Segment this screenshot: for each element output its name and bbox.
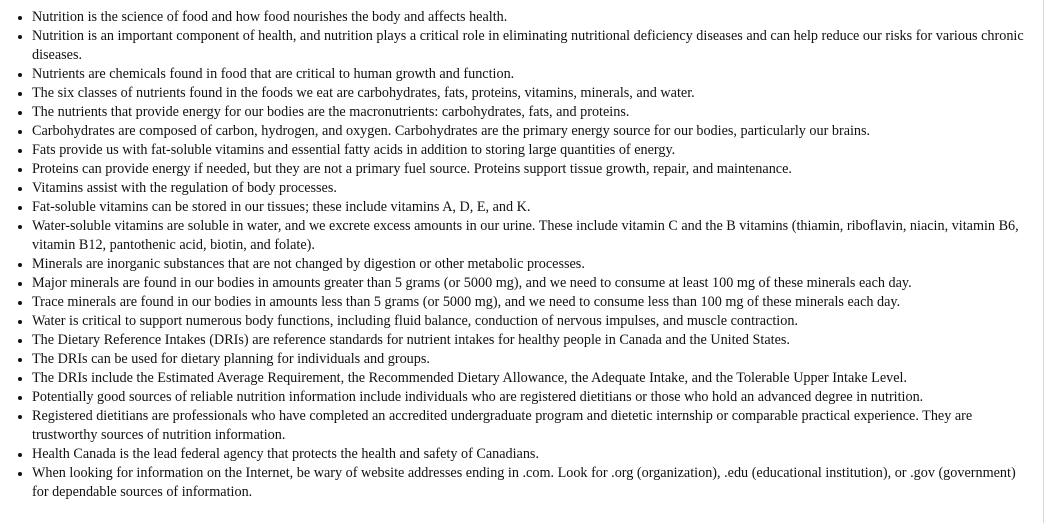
list-item: • Registered dietitians are professionals who have completed an accredited undergraduate program and dietetic internship or comparable practical experience. They are trustworthy sources of nutrition information.: [32, 407, 1031, 445]
list-item: • Nutrition is the science of food and how food nourishes the body and affects health.: [32, 8, 1031, 27]
list-item: • Health Canada is the lead federal agency that protects the health and safety of Canadians.: [32, 445, 1031, 464]
list-item: • Fat-soluble vitamins can be stored in our tissues; these include vitamins A, D, E, and K.: [32, 198, 1031, 217]
list-item: • The Dietary Reference Intakes (DRIs) are reference standards for nutrient intakes for healthy people in Canada and the United States.: [32, 331, 1031, 350]
list-item: • Water is critical to support numerous body functions, including fluid balance, conduction of nervous impulses, and muscle contraction.: [32, 312, 1031, 331]
list-item: • Nutrition is an important component of health, and nutrition plays a critical role in eliminating nutritional deficiency diseases and can help reduce our risks for various chronic diseases.: [32, 27, 1031, 65]
list-item: • Trace minerals are found in our bodies in amounts less than 5 grams (or 5000 mg), and we need to consume less than 100 mg of these minerals each day.: [32, 293, 1031, 312]
list-item: • Vitamins assist with the regulation of body processes.: [32, 179, 1031, 198]
list-item: • Fats provide us with fat-soluble vitamins and essential fatty acids in addition to storing large quantities of energy.: [32, 141, 1031, 160]
list-item: • Nutrients are chemicals found in food that are critical to human growth and function.: [32, 65, 1031, 84]
list-item: • Proteins can provide energy if needed, but they are not a primary fuel source. Proteins support tissue growth, repair, and maintenance.: [32, 160, 1031, 179]
list-item: • Major minerals are found in our bodies in amounts greater than 5 grams (or 5000 mg), and we need to consume at least 100 mg of these minerals each day.: [32, 274, 1031, 293]
list-item: • Carbohydrates are composed of carbon, hydrogen, and oxygen. Carbohydrates are the primary energy source for our bodies, particularly our brains.: [32, 122, 1031, 141]
list-item: • When looking for information on the Internet, be wary of website addresses ending in .com. Look for .org (organization), .edu (educational institution), or .gov (government) for dependable sources of information.: [32, 464, 1031, 502]
list-item: • The six classes of nutrients found in the foods we eat are carbohydrates, fats, proteins, vitamins, minerals, and water.: [32, 84, 1031, 103]
list-item: • The DRIs can be used for dietary planning for individuals and groups.: [32, 350, 1031, 369]
list-item: • The nutrients that provide energy for our bodies are the macronutrients: carbohydrates, fats, and proteins.: [32, 103, 1031, 122]
list-item: • The DRIs include the Estimated Average Requirement, the Recommended Dietary Allowance, the Adequate Intake, and the Tolerable Upper Intake Level.: [32, 369, 1031, 388]
list-item: • Potentially good sources of reliable nutrition information include individuals who are registered dietitians or those who hold an advanced degree in nutrition.: [32, 388, 1031, 407]
list-item: • Minerals are inorganic substances that are not changed by digestion or other metabolic processes.: [32, 255, 1031, 274]
list-item: • Water-soluble vitamins are soluble in water, and we excrete excess amounts in our urine. These include vitamin C and the B vitamins (thiamin, riboflavin, niacin, vitamin B6, vitamin B12, pantothenic acid, biotin, and folate).: [32, 217, 1031, 255]
